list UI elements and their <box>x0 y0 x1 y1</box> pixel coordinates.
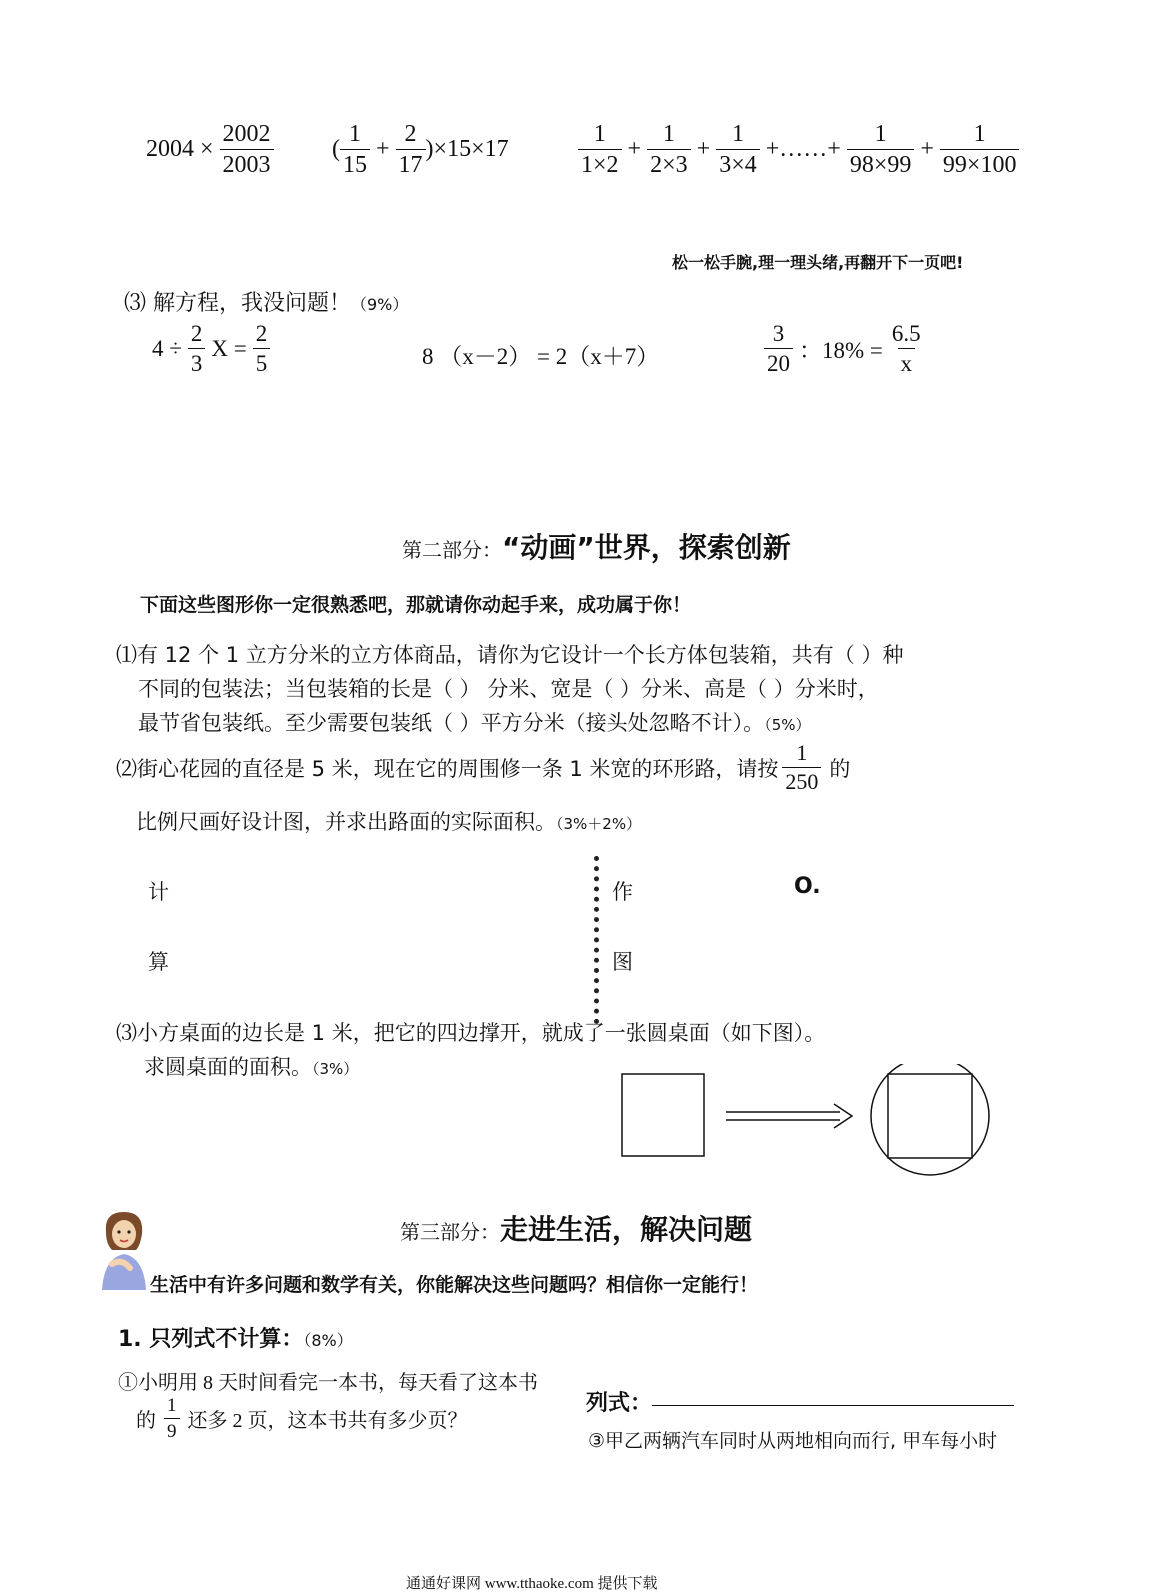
plus-sign: + <box>696 136 711 162</box>
plus-sign: + <box>627 136 642 162</box>
fraction-numerator: 1 <box>874 121 887 147</box>
equation-3 <box>764 322 924 375</box>
problem-1-line-1: ①小明用 8 天时间看完一本书，每天看了这本书 <box>118 1372 538 1394</box>
question-1 <box>116 638 903 742</box>
part2-intro: 下面这些图形你一定很熟悉吧，那就请你动起手来，成功属于你！ <box>140 594 692 616</box>
fraction-denominator: 15 <box>340 149 370 177</box>
formula-row <box>586 1386 1014 1417</box>
ellipsis-plus: +……+ <box>765 136 841 162</box>
part2-prefix: 第二部分： <box>402 538 502 562</box>
question-2-line-1 <box>116 742 850 793</box>
fraction-denominator: 3 <box>188 348 206 375</box>
table-transform-figure <box>612 1064 1002 1184</box>
equation-1 <box>152 322 270 375</box>
formula-label: 列式： <box>586 1391 653 1416</box>
circle-center-label: O. <box>794 874 821 899</box>
calc-expr-1 <box>146 122 274 177</box>
times-sign: × <box>200 136 214 162</box>
question-2-line-2 <box>136 806 641 836</box>
fraction-numerator: 3 <box>772 321 785 346</box>
question-3-line-2: 求圆桌面的面积。 <box>144 1055 312 1079</box>
fraction-numerator: 1 <box>973 121 986 147</box>
fraction-denominator: 99×100 <box>940 149 1020 177</box>
fraction-denominator: 2×3 <box>647 149 691 177</box>
fraction-numerator: 1 <box>349 121 361 147</box>
problem-1-post: 还多 2 页，这本书共有多少页？ <box>187 1410 468 1432</box>
fraction-numerator: 2 <box>404 121 417 147</box>
fraction-numerator: 1 <box>167 1395 177 1416</box>
fraction-denominator: x <box>898 348 916 375</box>
equation-section-percent: （9%） <box>351 295 409 314</box>
fraction-numerator: 1 <box>593 121 606 147</box>
fraction-denominator: 1×2 <box>578 149 622 177</box>
relax-note: 松一松手腕,理一理头绪,再翻开下一页吧! <box>672 253 964 272</box>
question-1-percent: （5%） <box>764 716 811 734</box>
fraction-denominator: 5 <box>253 348 271 375</box>
eq3-ratio: ：18% = <box>799 338 883 363</box>
plus-sign: + <box>376 136 390 162</box>
fraction-denominator: 2003 <box>220 149 274 177</box>
calc-expr-3 <box>578 122 1019 177</box>
eq1-left: 4 ÷ <box>152 335 182 361</box>
problem-3-text: ③甲乙两辆汽车同时从两地相向而行, 甲车每小时 <box>588 1430 998 1452</box>
calc-expr-2-tail: )×15×17 <box>425 136 509 162</box>
question-1-line-3: 最节省包装纸。至少需要包装纸（ ）平方分米（接头处忽略不计）。 <box>138 711 765 735</box>
problem-1-pre: 的 <box>136 1410 156 1432</box>
fraction-numerator: 2 <box>255 321 268 346</box>
question-3-line-1: ⑶小方桌面的边长是 1 米，把它的四边撑开，就成了一张圆桌面（如下图）。 <box>116 1021 826 1045</box>
fraction-denominator: 17 <box>396 149 426 177</box>
footer: 通通好课网 www.tthaoke.com 提供下载 <box>406 1576 658 1592</box>
fraction-denominator: 98×99 <box>847 149 915 177</box>
answer-line <box>652 1403 1014 1406</box>
inscribed-square-shape <box>888 1074 972 1158</box>
calc-expr-1-integer: 2004 <box>146 136 194 162</box>
problem-1-line-2 <box>136 1396 468 1441</box>
part2-title: “动画”世界，探索创新 <box>502 531 791 564</box>
plus-sign: + <box>920 136 934 162</box>
question-2-text-end: 的 <box>829 756 851 781</box>
question-3-percent: （3%） <box>312 1060 359 1078</box>
part3-intro: 生活中有许多问题和数学有关，你能解决这些问题吗？相信你一定能行！ <box>150 1274 759 1296</box>
work-label-draw-2: 图 <box>612 950 633 974</box>
question-1-line-2: 不同的包装法；当包装箱的长是（ ） 分米、宽是（ ）分米、高是（ ）分米时， <box>138 677 879 701</box>
work-label-draw-1: 作 <box>612 880 633 904</box>
work-label-calc-2: 算 <box>148 950 169 974</box>
part3-heading <box>400 1208 752 1248</box>
eq1-variable: X = <box>211 335 247 361</box>
part3-prefix: 第三部分： <box>400 1220 500 1244</box>
question-2-line-2-text: 比例尺画好设计图，并求出路面的实际面积。 <box>136 810 556 834</box>
question-2-percent: （3%＋2%） <box>556 815 642 833</box>
section-1-label: 1. 只列式不计算： <box>118 1327 304 1352</box>
equation-2: 8 （x－2） = 2（x＋7） <box>422 344 660 369</box>
work-label-calc-1: 计 <box>148 880 169 904</box>
part2-heading <box>402 526 791 566</box>
fraction-denominator: 20 <box>764 348 793 375</box>
equation-section-label: ⑶ 解方程，我没问题！ <box>124 291 351 316</box>
teacher-avatar-icon <box>92 1206 154 1292</box>
fraction-denominator: 9 <box>164 1418 180 1441</box>
part3-title: 走进生活，解决问题 <box>500 1213 753 1246</box>
fraction-numerator: 2002 <box>222 121 271 147</box>
dotted-divider <box>594 856 599 1024</box>
calc-expr-2 <box>332 122 509 177</box>
question-1-line-1: ⑴有 12 个 1 立方分米的立方体商品，请你为它设计一个长方体包装箱，共有（ ）种 <box>116 643 904 667</box>
left-paren: ( <box>332 136 340 162</box>
fraction-numerator: 1 <box>796 740 808 765</box>
question-2-text: ⑵街心花园的直径是 5 米，现在它的周围修一条 1 米宽的环形路，请按 <box>116 756 779 781</box>
fraction-numerator: 6.5 <box>891 321 921 346</box>
fraction-denominator: 3×4 <box>716 149 760 177</box>
equation-section-heading <box>124 286 408 317</box>
square-table-shape <box>622 1074 704 1156</box>
fraction-numerator: 2 <box>190 321 203 346</box>
fraction-numerator: 1 <box>662 121 675 147</box>
fraction-numerator: 1 <box>731 121 744 147</box>
section-1-percent: （8%） <box>303 1331 353 1350</box>
section-1-heading <box>118 1322 353 1353</box>
arrow-icon <box>726 1104 852 1128</box>
fraction-denominator: 250 <box>782 767 821 793</box>
